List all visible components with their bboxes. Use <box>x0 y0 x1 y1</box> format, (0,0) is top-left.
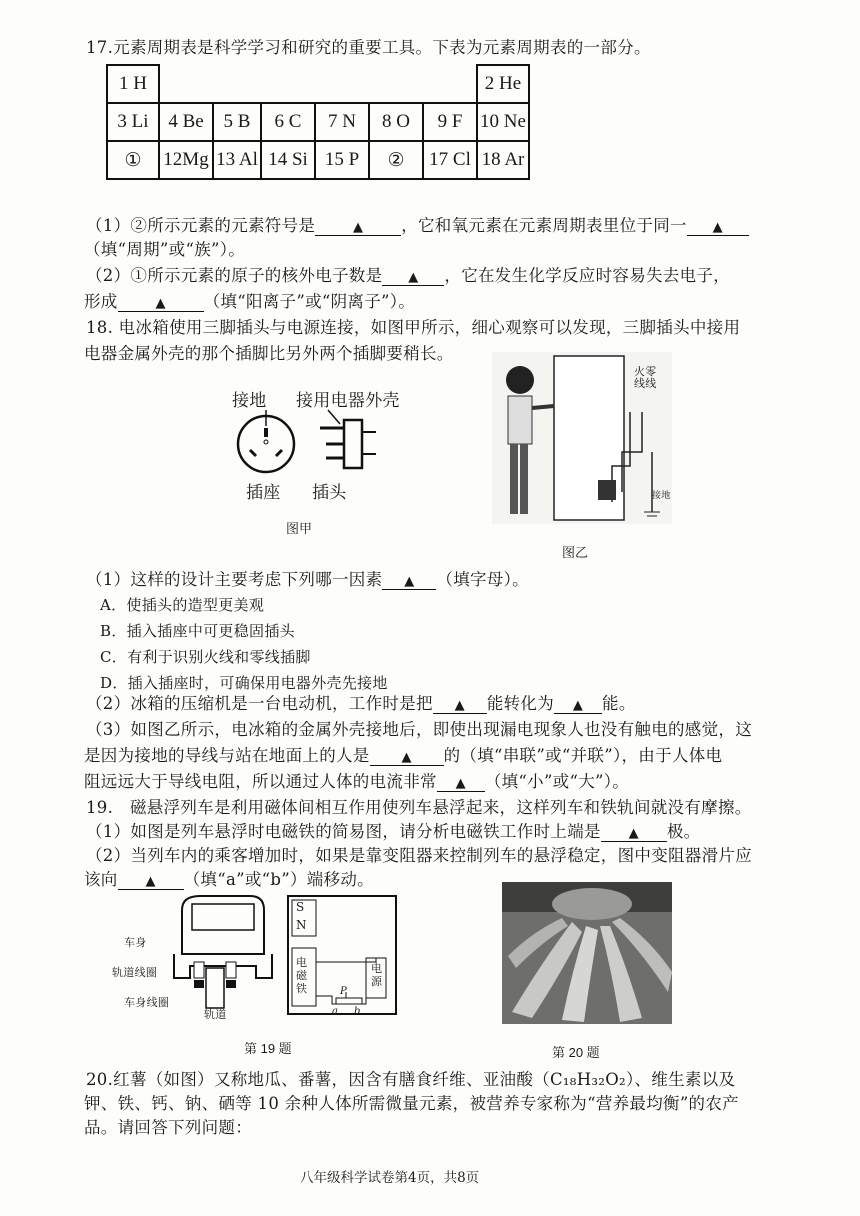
answer-blank[interactable] <box>382 270 444 286</box>
q20-line-3: 品。请回答下列问题： <box>84 1118 252 1137</box>
q17-p2-text-b: ，它在发生化学反应时容易失去电子， <box>444 266 731 285</box>
fig-jia-label-ground: 接地 <box>232 391 267 411</box>
q17-p2-text-a: （2）①所示元素的原子的核外电子数是 <box>86 266 383 285</box>
cell-h: 1 H <box>107 65 159 103</box>
fig19-label-track-coil: 轨道线圈 <box>112 966 158 979</box>
q17-intro: 17.元素周期表是科学学习和研究的重要工具。下表为元素周期表的一部分。 <box>86 38 651 57</box>
q18-p1-text-b: （填字母）。 <box>436 570 529 589</box>
answer-mark: ▲ <box>401 750 412 765</box>
answer-blank[interactable] <box>433 698 487 714</box>
q18-p2-text-c: 能。 <box>602 694 636 713</box>
cell-f: 9 F <box>423 103 477 141</box>
answer-blank[interactable] <box>554 698 602 714</box>
cell-he: 2 He <box>477 65 529 103</box>
q19-intro: 19. 磁悬浮列车是利用磁体间相互作用使列车悬浮起来，这样列车和铁轨间就没有摩擦。 <box>86 798 752 817</box>
q17-part1-cont: （填“周期”或“族”）。 <box>84 240 246 259</box>
fig19-caption: 第 19 题 <box>244 1041 292 1056</box>
answer-mark: ▲ <box>404 574 415 589</box>
fig-jia-label-plug: 插头 <box>312 483 347 503</box>
track-icon <box>206 968 224 1008</box>
cell-si: 14 Si <box>261 141 315 179</box>
q19-part2-l1: （2）当列车内的乘客增加时，如果是靠变阻器来控制列车的悬浮稳定，图中变阻器滑片应 <box>86 846 752 865</box>
cell-o: 8 O <box>369 103 423 141</box>
q20-line-2: 钾、铁、钙、钠、硒等 10 余种人体所需微量元素，被营养专家称为“营养最均衡”的农产 <box>84 1094 739 1113</box>
maglev-diagram <box>160 892 400 1020</box>
plug-socket-diagram <box>226 406 396 476</box>
sweet-potato-photo <box>502 882 672 1024</box>
q19-p2-text-c: （填“a”或“b”）端移动。 <box>183 870 374 889</box>
cell-c: 6 C <box>261 103 315 141</box>
answer-blank[interactable] <box>382 574 436 590</box>
q18-part2 <box>86 690 636 714</box>
cell-b: 5 B <box>213 103 261 141</box>
cell-cl: 17 Cl <box>423 141 477 179</box>
q18-intro-2: 电器金属外壳的那个插脚比另外两个插脚要稍长。 <box>84 344 454 363</box>
q18-part3-l1: （3）如图乙所示，电冰箱的金属外壳接地后，即使出现漏电现象人也没有触电的感觉，这 <box>86 720 752 739</box>
answer-mark: ▲ <box>628 826 639 841</box>
fig19-label-p: P <box>340 986 348 997</box>
periodic-table <box>106 64 530 180</box>
fig-yi-caption: 图乙 <box>562 545 589 560</box>
q19-part1 <box>86 818 700 842</box>
cell-al: 13 Al <box>213 141 261 179</box>
fig19-label-b: b <box>354 1006 361 1017</box>
q17-p1-text-b: ，它和氧元素在元素周期表里位于同一 <box>401 216 687 235</box>
q18-option-a: A．使插头的造型更美观 <box>100 596 265 614</box>
q17-part2 <box>86 262 730 286</box>
answer-mark: ▲ <box>455 776 466 791</box>
fig19-label-em: 电磁铁 <box>296 956 308 995</box>
answer-blank[interactable] <box>687 220 749 236</box>
q19-p2-text-b: 该向 <box>84 870 118 889</box>
q19-p1-text-b: 极。 <box>666 822 701 841</box>
fig19-label-s: S <box>296 900 305 914</box>
rheostat-icon <box>336 998 362 1004</box>
q17-p2-text-c: 形成 <box>84 292 118 311</box>
cell-blank-1: ① <box>107 141 159 179</box>
answer-mark: ▲ <box>155 296 166 311</box>
answer-blank[interactable] <box>118 296 204 312</box>
q18-part1 <box>86 566 529 590</box>
answer-mark: ▲ <box>454 698 465 713</box>
q18-part3-l3 <box>84 768 629 792</box>
fig19-label-a: a <box>332 1006 339 1017</box>
q18-option-d: D．插入插座时，可确保用电器外壳先接地 <box>100 674 388 692</box>
answer-blank[interactable] <box>315 220 401 236</box>
cell-mg: 12Mg <box>159 141 213 179</box>
q20-line-1: 20.红薯（如图）又称地瓜、番薯，因含有膳食纤维、亚油酸（C₁₈H₃₂O₂）、维生素以及 <box>86 1070 736 1089</box>
q18-p3-text-b: 是因为接地的导线与站在地面上的人是 <box>84 746 370 765</box>
cell-gap <box>159 65 477 103</box>
q18-p1-text-a: （1）这样的设计主要考虑下列哪一因素 <box>86 570 383 589</box>
q18-intro-1: 18. 电冰箱使用三脚插头与电源连接，如图甲所示，细心观察可以发现，三脚插头中接用 <box>86 318 741 337</box>
fig-yi-label-wire: 火零线线 <box>634 365 657 390</box>
fig19-label-track: 轨道 <box>204 1008 227 1021</box>
answer-mark: ▲ <box>408 270 419 285</box>
answer-mark: ▲ <box>572 698 584 713</box>
q18-option-b: B．插入插座中可更稳固插头 <box>100 622 295 640</box>
q19-part2-l2 <box>84 866 374 890</box>
fig19-label-n: N <box>296 918 307 932</box>
answer-mark: ▲ <box>353 220 364 235</box>
cell-p: 15 P <box>315 141 369 179</box>
cell-ar: 18 Ar <box>477 141 529 179</box>
q17-part1 <box>86 212 749 236</box>
q17-part2-cont <box>84 288 415 312</box>
fig-jia-label-socket: 插座 <box>246 483 281 503</box>
q18-p3-text-d: 阻远远大于导线电阻，所以通过人体的电流非常 <box>84 772 437 791</box>
q17-p2-text-d: （填“阳离子”或“阴离子”）。 <box>203 292 416 311</box>
cell-ne: 10 Ne <box>477 103 529 141</box>
q18-p2-text-b: 能转化为 <box>486 694 555 713</box>
fig20-caption: 第 20 题 <box>552 1045 600 1060</box>
q18-part3-l2 <box>84 742 722 766</box>
answer-blank[interactable] <box>370 750 444 766</box>
q18-option-c: C．有利于识别火线和零线插脚 <box>100 648 311 666</box>
q18-p3-text-c: 的（填“串联”或“并联”），由于人体电 <box>443 746 723 765</box>
page-footer: 八年级科学试卷第4页，共8页 <box>300 1170 480 1186</box>
answer-blank[interactable] <box>437 776 485 792</box>
answer-mark: ▲ <box>712 220 723 235</box>
answer-mark: ▲ <box>145 874 156 889</box>
cell-li: 3 Li <box>107 103 159 141</box>
cell-be: 4 Be <box>159 103 213 141</box>
q18-p2-text-a: （2）冰箱的压缩机是一台电动机，工作时是把 <box>86 694 433 713</box>
cell-n: 7 N <box>315 103 369 141</box>
fig19-label-body: 车身 <box>124 936 147 949</box>
answer-blank[interactable] <box>601 826 667 842</box>
q17-p1-text-a: （1）②所示元素的元素符号是 <box>86 216 316 235</box>
q19-p1-text-a: （1）如图是列车悬浮时电磁铁的简易图，请分析电磁铁工作时上端是 <box>86 822 601 841</box>
fig19-label-power: 电源 <box>371 962 383 988</box>
person-icon <box>506 366 534 394</box>
fig19-label-body-coil: 车身线圈 <box>124 996 170 1009</box>
plug-icon <box>320 420 376 468</box>
cell-blank-2: ② <box>369 141 423 179</box>
q18-p3-text-e: （填“小”或“大”）。 <box>484 772 630 791</box>
answer-blank[interactable] <box>118 874 184 890</box>
fig-yi-label-ground: 接地 <box>652 491 671 501</box>
fig-jia-label-shell: 接用电器外壳 <box>296 391 400 411</box>
fig-jia-caption: 图甲 <box>286 521 313 536</box>
